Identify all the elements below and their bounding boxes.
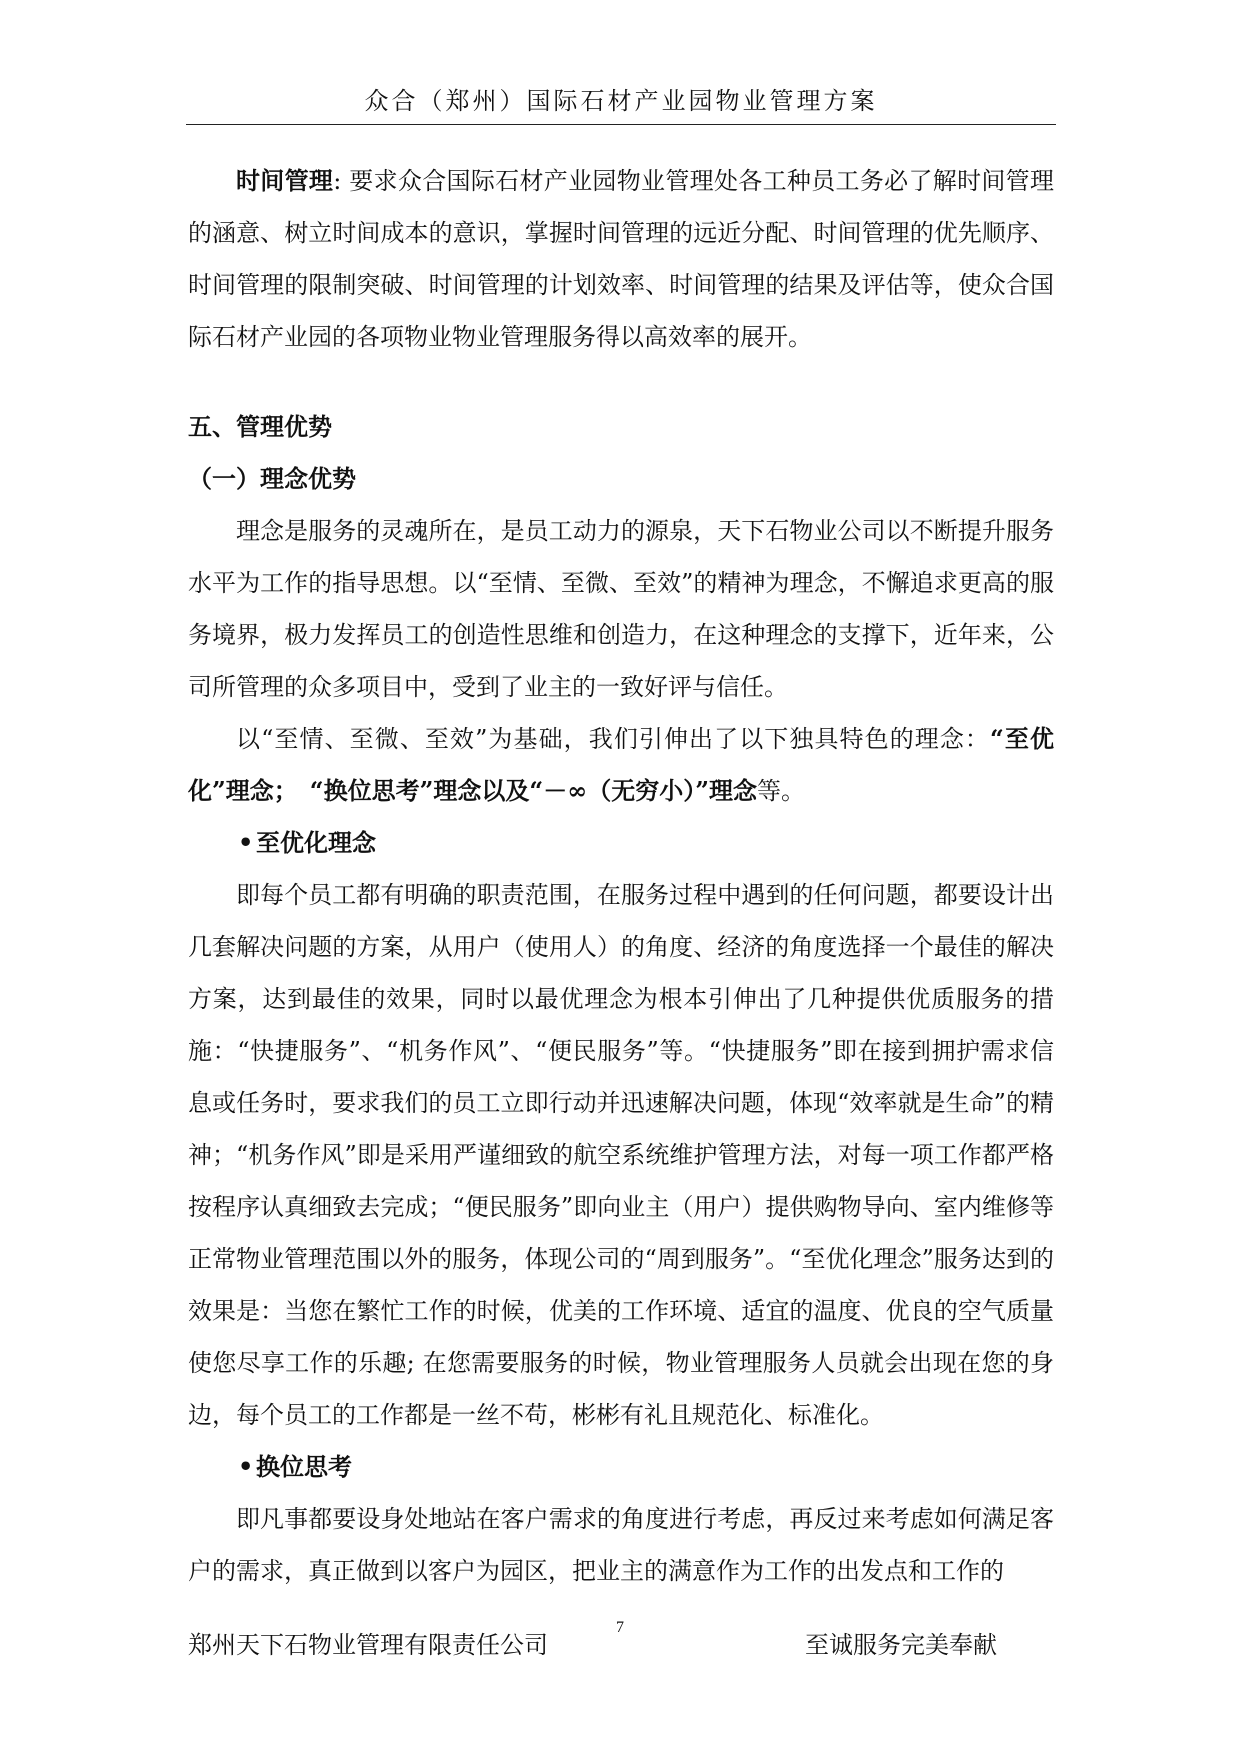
bullet-optimization (188, 817, 1054, 869)
footer-company: 郑州天下石物业管理有限责任公司 (188, 1631, 548, 1659)
bullet-label: 换位思考 (256, 1452, 352, 1481)
concepts-intro: 以“至情、至微、至效”为基础，我们引伸出了以下独具特色的理念： (236, 725, 991, 753)
paragraph-empathy: 即凡事都要设身处地站在客户需求的角度进行考虑，再反过来考虑如何满足客户的需求，真正做到以客户为园区，把业主的满意作为工作的出发点和工作的 (188, 1505, 1054, 1585)
page-footer (188, 1619, 1054, 1665)
section-heading: 五、管理优势 (188, 412, 332, 441)
time-management-term: 时间管理 (236, 166, 334, 195)
concepts-list: “至优化”理念； “换位思考”理念以及“－∞（无穷小）”理念 (188, 724, 1054, 805)
page-header-title: 众合（郑州）国际石材产业园物业管理方案 (364, 87, 878, 115)
bullet-dot-icon: • (238, 828, 254, 857)
time-management-text: : 要求众合国际石材产业园物业管理处各工种员工务必了解时间管理的涵意、树立时间成本的意识，掌握时间管理的远近分配、时间管理的优先顺序、时间管理的限制突破、时间管理的计划效率、时间管理的结果及评估等，使众合国际石材产业园的各项物业物业管理服务得以高效率的展开。 (188, 167, 1054, 351)
paragraph-time-management (188, 155, 1054, 363)
bullet-label: 至优化理念 (256, 828, 376, 857)
bullet-empathy (188, 1441, 1054, 1493)
header-divider (186, 124, 1056, 125)
footer-slogan: 至诚服务完美奉献 (805, 1631, 997, 1659)
bullet-dot-icon: • (238, 1452, 254, 1481)
document-body (188, 155, 1054, 1597)
paragraph-concepts (188, 713, 1054, 817)
paragraph-philosophy: 理念是服务的灵魂所在，是员工动力的源泉，天下石物业公司以不断提升服务水平为工作的指导思想。以“至情、至微、至效”的精神为理念，不懈追求更高的服务境界，极力发挥员工的创造性思维和创造力，在这种理念的支撑下，近年来，公司所管理的众多项目中，受到了业主的一致好评与信任。 (188, 517, 1054, 701)
subsection-heading: （一）理念优势 (188, 464, 356, 493)
page-number: 7 (616, 1619, 624, 1636)
concepts-end: 等。 (757, 777, 806, 805)
paragraph-optimization: 即每个员工都有明确的职责范围，在服务过程中遇到的任何问题，都要设计出几套解决问题的方案，从用户（使用人）的角度、经济的角度选择一个最佳的解决方案，达到最佳的效果，同时以最优理念为根本引伸出了几种提供优质服务的措施：“快捷服务”、“机务作风”、“便民服务”等。“快捷服务”即在接到拥护需求信息或任务时，要求我们的员工立即行动并迅速解决问题，体现“效率就是生命”的精神；“机务作风”即是采用严谨细致的航空系统维护管理方法，对每一项工作都严格按程序认真细致去完成；“便民服务”即向业主（用户）提供购物导向、室内维修等正常物业管理范围以外的服务，体现公司的“周到服务”。“至优化理念”服务达到的效果是：当您在繁忙工作的时候，优美的工作环境、适宜的温度、优良的空气质量使您尽享工作的乐趣; 在您需要服务的时候，物业管理服务人员就会出现在您的身边，每个员工的工作都是一丝不苟，彬彬有礼且规范化、标准化。 (188, 881, 1054, 1429)
